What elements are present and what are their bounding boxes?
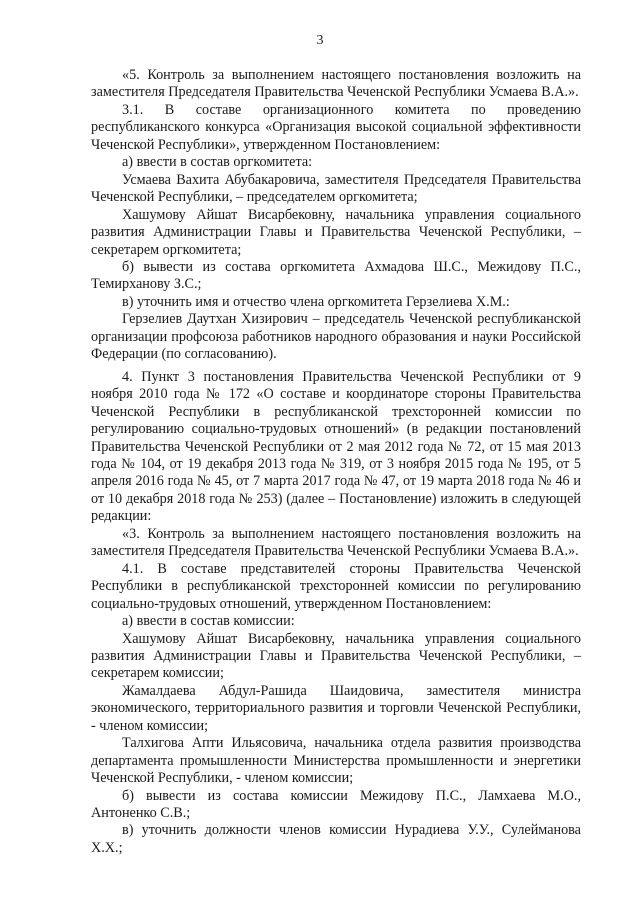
paragraph-4-1: 4.1. В составе представителей стороны Правительства Чеченской Республики в республиканской трехсторонней комиссии по регулированию социально-трудовых отношений, утвержденном Постановлением: — [91, 560, 581, 612]
paragraph-4-1-b: б) вывести из состава комиссии Межидову П.С., Ламхаева М.О., Антоненко С.В.; — [91, 787, 581, 822]
paragraph-hashumova: Хашумову Айшат Висарбековну, начальника управления социального развития Администрации Главы и Правительства Чеченской Республики, – секретарем оргкомитета; — [91, 206, 581, 258]
paragraph-talkhigov: Талхигова Апти Ильясовича, начальника отдела развития производства департамента промышленности Министерства промышленности и энергетики Чеченской Республики, - членом комиссии; — [91, 735, 581, 787]
paragraph-4: 4. Пункт 3 постановления Правительства Чеченской Республики от 9 ноября 2010 года № 172 «О составе и координаторе стороны Правительства Чеченской Республики в республиканской трехсторонней комиссии по регулированию социально-трудовых отношений» (в редакции постановлений Правительства Чеченской Республики от 2 мая 2012 года № 72, от 15 мая 2013 года № 104, от 19 декабря 2013 года № 319, от 3 ноября 2015 года № 195, от 5 апреля 2016 года № 45, от 7 марта 2017 года № 47, от 19 марта 2018 года № 46 и от 10 декабря 2018 года № 253) (далее – Постановление) изложить в следующей редакции: — [91, 368, 581, 525]
page-number: 3 — [316, 33, 324, 48]
paragraph-usmaev: Усмаева Вахита Абубакаровича, заместителя Председателя Правительства Чеченской Республики, – председателем оргкомитета; — [91, 171, 581, 206]
paragraph-hashumova-commission: Хашумову Айшат Висарбековну, начальника управления социального развития Администрации Главы и Правительства Чеченской Республики, – секретарем комиссии; — [91, 630, 581, 682]
paragraph-4-1-v: в) уточнить должности членов комиссии Нурадиева У.У., Сулейманова Х.Х.; — [91, 822, 581, 856]
paragraph-4-1-a: а) ввести в состав комиссии: — [122, 613, 295, 630]
paragraph-clause-3-quote: «3. Контроль за выполнением настоящего постановления возложить на заместителя Председателя Правительства Чеченской Республики Усмаева В.А.». — [91, 525, 581, 560]
paragraph-3-1-a: а) ввести в состав оргкомитета: — [122, 154, 313, 171]
paragraph-3-1-v: в) уточнить имя и отчество члена оргкомитета Герзелиева Х.М.: — [122, 293, 510, 310]
paragraph-3-1-b: б) вывести из состава оргкомитета Ахмадова Ш.С., Межидову П.С., Темирханову З.С.; — [91, 258, 581, 293]
paragraph-gerzeliev: Герзелиев Даутхан Хизирович – председатель Чеченской республиканской организации профсоюза работников народного образования и науки Российской Федерации (по согласованию). — [91, 311, 581, 363]
document-body — [91, 67, 581, 857]
paragraph-clause-5-quote: «5. Контроль за выполнением настоящего постановления возложить на заместителя Председателя Правительства Чеченской Республики Усмаева В.А.». — [91, 67, 581, 101]
paragraph-zhamaldaev: Жамалдаева Абдул-Рашида Шаидовича, заместителя министра экономического, территориального развития и торговли Чеченской Республики, - членом комиссии; — [91, 682, 581, 734]
paragraph-3-1: 3.1. В составе организационного комитета по проведению республиканского конкурса «Организация высокой социальной эффективности Чеченской Республики», утвержденном Постановлением: — [91, 101, 581, 153]
